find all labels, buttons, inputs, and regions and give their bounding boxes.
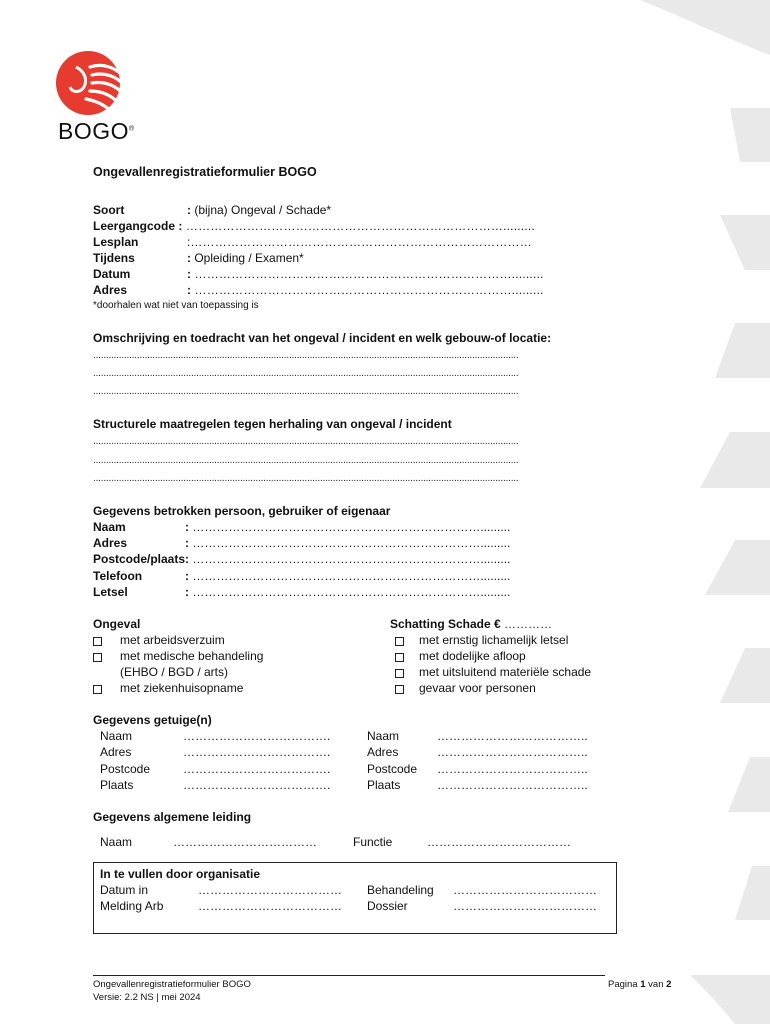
- involved-telefoon-value: : ……………………………………………………………….........: [185, 569, 511, 583]
- witness-dots: ………………………………..: [437, 762, 588, 776]
- involved-naam-value: : ……………………………………………………………….........: [185, 520, 511, 534]
- management-heading: Gegevens algemene leiding: [93, 810, 252, 824]
- witness-label: Postcode: [367, 762, 418, 776]
- option-dodelijke-afloop: met dodelijke afloop: [419, 649, 526, 663]
- witness-label: Adres: [100, 745, 132, 759]
- organisation-label-melding-arb: Melding Arb: [100, 899, 164, 913]
- involved-heading: Gegevens betrokken persoon, gebruiker of eigenaar: [93, 504, 391, 518]
- footer-page-number: Pagina 1 van 2: [608, 979, 672, 990]
- organisation-dots: ………………………………: [198, 883, 342, 897]
- footer-divider: [93, 975, 605, 976]
- measures-line: .....................................................................................................................................................................: [93, 455, 519, 466]
- measures-line: .....................................................................................................................................................................: [93, 436, 519, 447]
- checkbox-materiele-schade[interactable]: [395, 669, 404, 678]
- organisation-dots: ………………………………: [198, 899, 342, 913]
- witness-label: Adres: [367, 745, 399, 759]
- witness-dots: ………………………………..: [437, 778, 588, 792]
- organisation-dots: ………………………………: [453, 883, 597, 897]
- witness-dots: ……………………………….: [183, 762, 331, 776]
- field-soort: Soort: [93, 203, 125, 217]
- measures-line: .....................................................................................................................................................................: [93, 473, 519, 484]
- description-line: .....................................................................................................................................................................: [93, 386, 519, 397]
- organisation-label-dossier: Dossier: [367, 899, 408, 913]
- organisation-heading: In te vullen door organisatie: [100, 867, 261, 881]
- option-ernstig-letsel: met ernstig lichamelijk letsel: [419, 633, 569, 647]
- witness-dots: ………………………………..: [437, 729, 588, 743]
- checkbox-dodelijke-afloop[interactable]: [395, 653, 404, 662]
- witness-label: Postcode: [100, 762, 151, 776]
- footnote: *doorhalen wat niet van toepassing is: [93, 300, 259, 311]
- logo-wordmark: BOGO®: [58, 118, 135, 144]
- involved-adres-value: : ……………………………………………………………….........: [185, 536, 511, 550]
- management-name-label: Naam: [100, 835, 133, 849]
- management-function-label: Functie: [353, 835, 393, 849]
- checkbox-medische-behandeling[interactable]: [93, 653, 102, 662]
- footer-version: Versie: 2.2 NS | mei 2024: [93, 992, 201, 1003]
- option-medische-behandeling: met medische behandeling: [120, 649, 264, 663]
- option-ziekenhuisopname: met ziekenhuisopname: [120, 681, 244, 695]
- field-datum: Datum: [93, 267, 131, 281]
- involved-telefoon-label: Telefoon: [93, 569, 143, 583]
- field-adres: Adres: [93, 283, 128, 297]
- description-line: .....................................................................................................................................................................: [93, 368, 519, 379]
- involved-letsel-value: : ……………………………………………………………….........: [185, 585, 511, 599]
- checkbox-gevaar-personen[interactable]: [395, 685, 404, 694]
- witness-heading: Gegevens getuige(n): [93, 713, 212, 727]
- witness-label: Naam: [367, 729, 400, 743]
- involved-naam-label: Naam: [93, 520, 126, 534]
- option-materiele-schade: met uitsluitend materiële schade: [419, 665, 592, 679]
- footer-doc-name: Ongevallenregistratieformulier BOGO: [93, 979, 251, 990]
- management-function-dots: ………………………………: [427, 835, 571, 849]
- field-leergangcode: Leergangcode : …………………………………………………………………….........: [93, 219, 535, 233]
- option-arbeidsverzuim: met arbeidsverzuim: [120, 633, 225, 647]
- accident-heading: Ongeval: [93, 617, 141, 631]
- option-medische-behandeling-note: (EHBO / BGD / arts): [120, 665, 229, 679]
- organisation-dots: ………………………………: [453, 899, 597, 913]
- witness-dots: ……………………………….: [183, 729, 331, 743]
- measures-heading: Structurele maatregelen tegen herhaling van ongeval / incident: [93, 417, 452, 431]
- organisation-label-behandeling: Behandeling: [367, 883, 434, 897]
- form-title: Ongevallenregistratieformulier BOGO: [93, 165, 317, 179]
- witness-dots: ……………………………….: [183, 745, 331, 759]
- involved-adres-label: Adres: [93, 536, 128, 550]
- involved-postcode: Postcode/plaats: ……………………………………………………………….........: [93, 552, 511, 566]
- witness-label: Plaats: [100, 778, 134, 792]
- witness-dots: ………………………………..: [437, 745, 588, 759]
- description-heading: Omschrijving en toedracht van het ongeval / incident en welk gebouw-of locatie:: [93, 331, 552, 345]
- field-lesplan: Lesplan: [93, 235, 139, 249]
- option-gevaar-personen: gevaar voor personen: [419, 681, 536, 695]
- witness-label: Plaats: [367, 778, 401, 792]
- management-name-dots: ………………………………: [173, 835, 317, 849]
- description-line: .....................................................................................................................................................................: [93, 350, 519, 361]
- checkbox-arbeidsverzuim[interactable]: [93, 637, 102, 646]
- organisation-label-datum-in: Datum in: [100, 883, 149, 897]
- field-soort-value: (bijna) Ongeval / Schade*: [191, 203, 332, 217]
- witness-label: Naam: [100, 729, 133, 743]
- checkbox-ziekenhuisopname[interactable]: [93, 685, 102, 694]
- field-tijdens: Tijdens: [93, 251, 135, 265]
- involved-letsel-label: Letsel: [93, 585, 128, 599]
- witness-dots: ……………………………….: [183, 778, 331, 792]
- checkbox-ernstig-letsel[interactable]: [395, 637, 404, 646]
- damage-heading: Schatting Schade € …………: [390, 617, 553, 631]
